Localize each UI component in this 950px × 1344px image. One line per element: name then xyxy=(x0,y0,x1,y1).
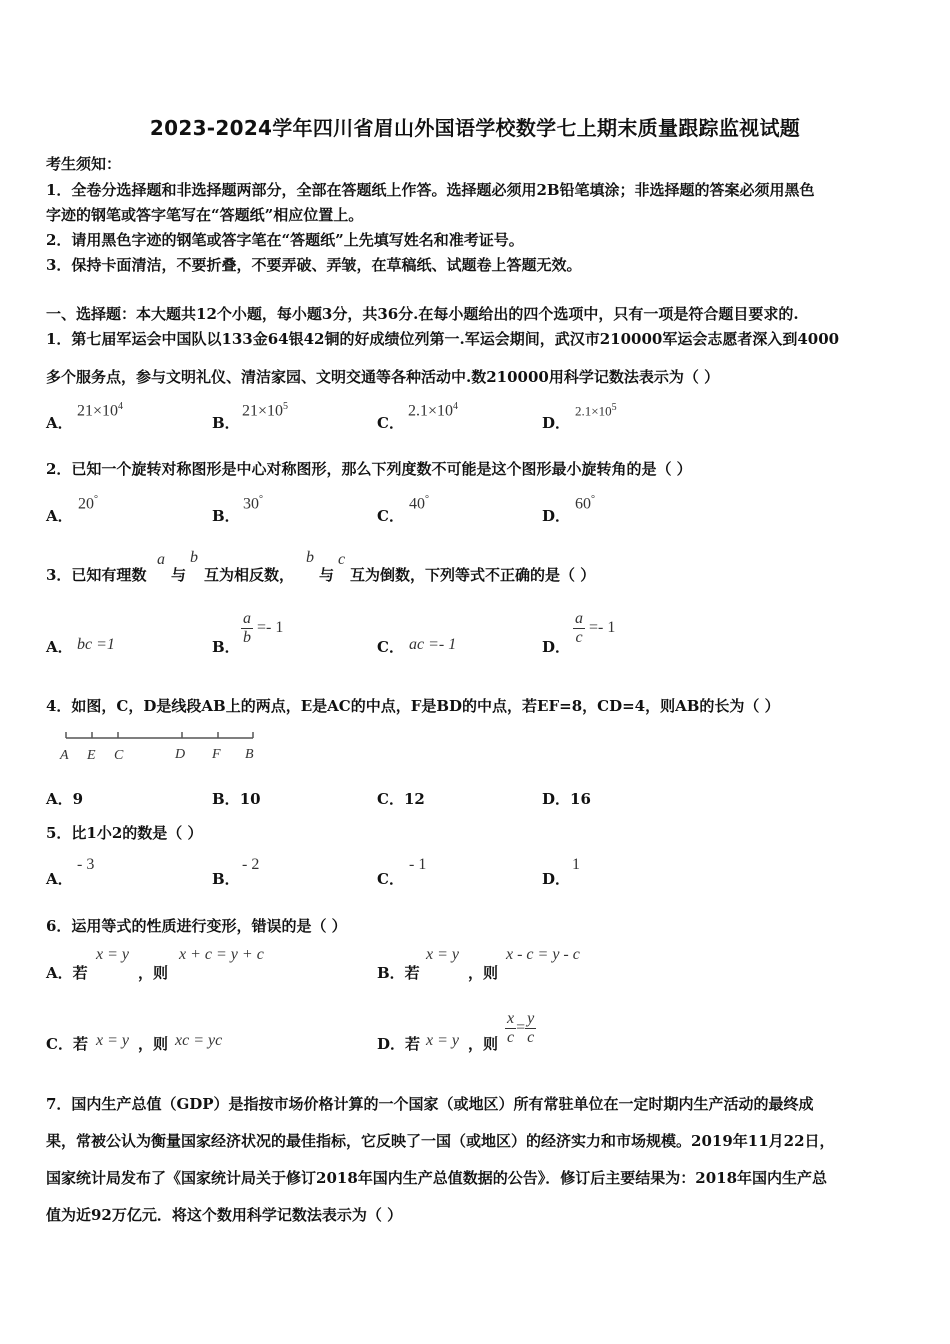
q2-option-d-label: D． xyxy=(542,507,571,525)
q2-option-a-label: A． xyxy=(46,507,73,525)
q5-option-d-label: D． xyxy=(542,870,571,888)
q4-point-b: B xyxy=(245,747,254,762)
q3-option-d-value: $\frac{a}{c}$ =- 1 xyxy=(575,610,616,646)
q2-option-c-label: C． xyxy=(377,507,404,525)
q3-stem-1: 3．已知有理数 xyxy=(46,566,147,584)
q4-point-c: C xyxy=(114,748,124,763)
q4-point-e: E xyxy=(87,748,96,763)
notice-heading: 考生须知： xyxy=(46,155,122,173)
q7-stem-line1: 7．国内生产总值（GDP）是指按市场价格计算的一个国家（或地区）所有常驻单位在一定时期内生产活动的最终成 xyxy=(46,1095,814,1113)
q3-option-c-value: ac =- 1 xyxy=(409,636,457,653)
q3-option-c-label: C． xyxy=(377,638,404,656)
q2-option-b-value: 30° xyxy=(243,494,263,513)
q3-option-b-label: B． xyxy=(212,638,240,656)
q2-option-c-value: 40° xyxy=(409,494,429,513)
q6-option-a-then: ，则 xyxy=(138,964,169,982)
q2-stem: 2．已知一个旋转对称图形是中心对称图形，那么下列度数不可能是这个图形最小旋转角的是（ ） xyxy=(46,460,692,478)
q4-point-f: F xyxy=(212,747,221,762)
q5-option-c-value: - 1 xyxy=(409,856,427,873)
q2-option-a-value: 20° xyxy=(78,494,98,513)
q4-stem: 4．如图，C，D是线段AB上的两点，E是AC的中点，F是BD的中点，若EF=8，CD=4，则AB的长为（ ） xyxy=(46,697,780,715)
q6-stem: 6．运用等式的性质进行变形，错误的是（ ） xyxy=(46,917,347,935)
q6-option-a-condition: x = y xyxy=(96,946,129,963)
q7-stem-line3: 国家统计局发布了《国家统计局关于修订2018年国内生产总值数据的公告》．修订后主要结果为：2018年国内生产总 xyxy=(46,1169,828,1187)
q6-option-b-then: ，则 xyxy=(468,964,499,982)
q3-var-b: b xyxy=(190,549,198,566)
q7-stem-line2: 果，常被公认为衡量国家经济状况的最佳指标，它反映了一国（或地区）的经济实力和市场规模。2019年11月22日， xyxy=(46,1132,835,1150)
q6-option-b-condition: x = y xyxy=(426,946,459,963)
q4-point-a: A xyxy=(60,748,69,763)
q6-option-c-result: xc = yc xyxy=(175,1032,223,1049)
notice-line-3: 3．保持卡面清洁，不要折叠，不要弄破、弄皱，在草稿纸、试题卷上答题无效。 xyxy=(46,256,582,274)
q1-option-d-value: $2.1\times 10^5$ xyxy=(575,402,617,419)
q5-option-b-label: B． xyxy=(212,870,240,888)
q3-stem-3: 互为相反数， xyxy=(204,566,295,584)
notice-line-2: 2．请用黑色字迹的钢笔或答字笔在“答题纸”上先填写姓名和准考证号。 xyxy=(46,231,524,249)
q4-line-segment-figure xyxy=(56,728,266,768)
section-heading: 一、选择题：本大题共12个小题，每小题3分，共36分.在每小题给出的四个选项中，只有一项是符合题目要求的. xyxy=(46,305,799,323)
q5-option-b-value: - 2 xyxy=(242,856,260,873)
q5-option-d-value: 1 xyxy=(572,856,580,873)
q6-option-d-then: ，则 xyxy=(468,1035,499,1053)
q1-option-b-value: $21\times 10^5$ xyxy=(242,401,289,420)
q2-option-b-label: B． xyxy=(212,507,240,525)
q6-option-b-label: B．若 xyxy=(377,964,420,982)
q1-option-a-value: $21\times 10^4$ xyxy=(77,401,124,420)
q6-option-d-condition: x = y xyxy=(426,1032,459,1049)
q1-option-a-label: A． xyxy=(46,414,73,432)
q6-option-d-result: $\frac{x}{c}$ = $\frac{y}{c}$ xyxy=(507,1010,535,1046)
q3-stem-5: 互为倒数，下列等式不正确的是（ ） xyxy=(350,566,596,584)
q6-option-a-label: A．若 xyxy=(46,964,88,982)
q1-option-c-value: $2.1\times 10^4$ xyxy=(408,401,459,420)
exam-title: 2023-2024学年四川省眉山外国语学校数学七上期末质量跟踪监视试题 xyxy=(149,116,801,140)
q1-option-b-label: B． xyxy=(212,414,240,432)
q3-var-b2: b xyxy=(306,549,314,566)
q3-var-a: a xyxy=(157,551,165,568)
q2-option-d-value: 60° xyxy=(575,494,595,513)
notice-line-1a: 1．全卷分选择题和非选择题两部分，全部在答题纸上作答。选择题必须用2B铅笔填涂；非选择题的答案必须用黑色 xyxy=(46,181,815,199)
q4-option-d: D．16 xyxy=(542,790,591,808)
q5-option-c-label: C． xyxy=(377,870,404,888)
q6-option-d-label: D．若 xyxy=(377,1035,421,1053)
q1-stem-line2: 多个服务点，参与文明礼仪、清洁家园、文明交通等各种活动中.数210000用科学记数法表示为（ ） xyxy=(46,368,720,386)
q3-option-d-label: D． xyxy=(542,638,571,656)
q4-option-b: B．10 xyxy=(212,790,261,808)
q5-stem: 5．比1小2的数是（ ） xyxy=(46,824,203,842)
q4-point-d: D xyxy=(175,747,186,762)
q1-option-d-label: D． xyxy=(542,414,571,432)
q4-option-a: A．9 xyxy=(46,790,84,808)
q6-option-c-condition: x = y xyxy=(96,1032,129,1049)
q6-option-c-then: ，则 xyxy=(138,1035,169,1053)
q3-option-a-value: bc =1 xyxy=(77,636,115,653)
q6-option-b-result: x - c = y - c xyxy=(506,946,580,963)
q4-option-c: C．12 xyxy=(377,790,425,808)
notice-line-1b: 字迹的钢笔或答字笔写在“答题纸”相应位置上。 xyxy=(46,206,364,224)
q6-option-a-result: x + c = y + c xyxy=(179,946,264,963)
q3-var-c: c xyxy=(338,551,346,568)
q6-option-c-label: C．若 xyxy=(46,1035,88,1053)
q1-option-c-label: C． xyxy=(377,414,404,432)
q7-stem-line4: 值为近92万亿元．将这个数用科学记数法表示为（ ） xyxy=(46,1206,403,1224)
q5-option-a-value: - 3 xyxy=(77,856,95,873)
q3-option-a-label: A． xyxy=(46,638,73,656)
q1-stem-line1: 1．第七届军运会中国队以133金64银42铜的好成绩位列第一.军运会期间，武汉市210000军运会志愿者深入到4000 xyxy=(46,330,840,348)
q3-option-b-value: $\frac{a}{b}$ =- 1 xyxy=(243,610,284,646)
q5-option-a-label: A． xyxy=(46,870,73,888)
q3-stem-4: 与 xyxy=(319,566,335,584)
q3-stem-2: 与 xyxy=(171,566,187,584)
